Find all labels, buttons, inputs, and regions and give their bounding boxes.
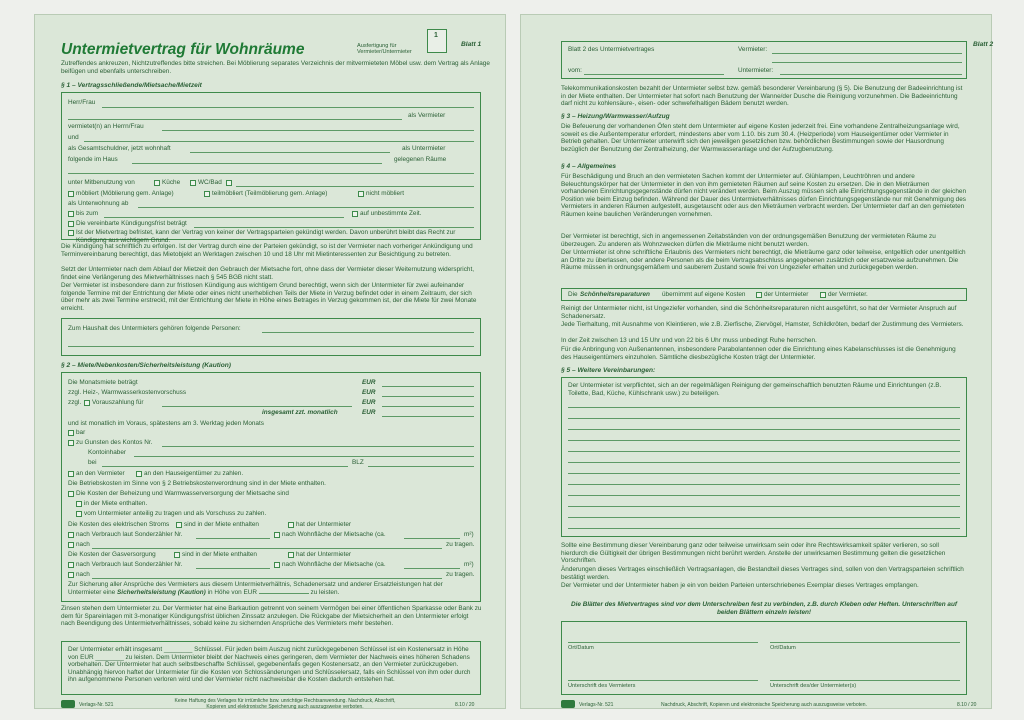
label-strom-m2: m²) — [464, 531, 474, 538]
section-4-p2: Der Vermieter ist berechtigt, sich in angemessenen Zeitabständen von der ordnungsgemäßen Benutzung der vermieteten Räume zu überzeugen. Zu anderen als Wohnzwecken dürfen die Mieträume nicht benutzt werden. — [561, 233, 936, 248]
label-sicherheitsleistung: Sicherheitsleistung (Kaution) — [117, 588, 206, 596]
header-box — [561, 41, 967, 79]
footer-text: Keine Haftung des Verlages für irrtümliche bzw. unrichtige Rechtsanwendung. Nachdruck, Abschrift, Kopieren und elektronische Speicherung auch auszugsweise verboten. — [174, 698, 396, 710]
schoenheit-box — [561, 288, 967, 301]
field-vereinbarung-7[interactable] — [568, 473, 960, 474]
field-vereinbarung-6[interactable] — [568, 462, 960, 463]
checkbox-kueche[interactable] — [154, 180, 160, 186]
para-salvatorisch: Sollte eine Bestimmung dieser Vereinbarung ganz oder teilweise unwirksam sein oder ihre Rechtswirksamkeit später verlieren, so soll hierdurch die Gültigkeit der übrigen Bestimmungen nicht berührt werden. Anstelle der unwirksamen Bestimmung gelten die gesetzlichen Vorschriften. — [561, 542, 946, 565]
checkbox-gas-untermieter[interactable] — [288, 552, 294, 558]
label-an-hauseigentuemer: an den Hauseigentümer zu zahlen. — [144, 470, 244, 477]
label-vermietet: vermietet(n) an Herrn/Frau — [68, 123, 144, 130]
checkbox-befristet[interactable] — [68, 211, 74, 217]
publisher-logo-icon — [61, 700, 75, 708]
label-header-untermieter: Untermieter: — [738, 67, 774, 74]
label-blz: BLZ — [352, 459, 364, 466]
label-schoen-die: Die — [568, 291, 578, 298]
label-strom-zu-tragen: zu tragen. — [446, 541, 475, 548]
section-4-p3: Der Untermieter ist ohne schriftliche Erlaubnis des Vermieters nicht berechtigt, die Mieträume ganz oder teilweise, entgeltlich oder unentgeltlich an Dritte zu überlassen, oder andere Personen als die beim Vertragsabschluss angegebenen zusätzlich oder ersatzweise aufzunehmen. Die Räume müssen in ordnungsgemäßem und sauberem Zustand sowie frei von Ungeziefer erhalten und zurückgegeben werden. — [561, 249, 966, 272]
label-gas-wohnflaeche: nach Wohnfläche der Mietsache (ca. — [282, 561, 386, 568]
field-gas-flaeche[interactable] — [404, 568, 460, 569]
checkbox-unbestimmt[interactable] — [352, 211, 358, 217]
field-vom[interactable] — [584, 74, 724, 75]
footer-date-2: 8.10 / 20 — [957, 702, 977, 708]
document-title: Untermietvertrag für Wohnräume — [61, 41, 305, 58]
label-in-hoehe: in Höhe von EUR — [207, 588, 257, 596]
label-mitbenutzung: unter Mitbenutzung von — [68, 179, 135, 186]
signature-box — [561, 621, 967, 695]
field-ort-datum-untermieter[interactable] — [770, 642, 960, 643]
label-kuendigungsfrist: Die vereinbarte Kündigungsfrist beträgt — [76, 220, 187, 227]
label-insgesamt: insgesamt zzt. monatlich — [262, 409, 338, 416]
field-vermieter-line2[interactable] — [68, 119, 402, 120]
label-gesamtschuldner: als Gesamtschuldner, jetzt wohnhaft — [68, 145, 171, 152]
field-gesamtmiete[interactable] — [382, 416, 474, 417]
publisher-logo-icon-2 — [561, 700, 575, 708]
label-unbestimmt: auf unbestimmte Zeit. — [360, 210, 422, 217]
section-2-title: § 2 – Miete/Nebenkosten/Sicherheitsleistung (Kaution) — [61, 362, 232, 369]
checkbox-strom-untermieter[interactable] — [288, 522, 294, 528]
label-konto: zu Gunsten des Kontos Nr. — [76, 439, 153, 446]
field-vereinbarung-9[interactable] — [568, 495, 960, 496]
label-header-vermieter: Vermieter: — [738, 46, 768, 53]
checkbox-heiz-anteilig[interactable] — [76, 511, 82, 517]
checkbox-gas-in-miete[interactable] — [174, 552, 180, 558]
label-eur-2: EUR — [362, 389, 376, 396]
section-3-title: § 3 – Heizung/Warmwasser/Aufzug — [561, 113, 670, 120]
checkbox-gas-verbrauch[interactable] — [68, 562, 74, 568]
key-box — [61, 641, 481, 695]
footer-verlag: Verlags-Nr. 521 — [79, 702, 114, 708]
label-blatt2: Blatt 2 des Untermietvertrages — [568, 46, 655, 53]
label-teilmoebliert: teilmöbliert (Teilmöblierung gem. Anlage) — [212, 190, 328, 197]
checkbox-gas-nach[interactable] — [68, 572, 74, 578]
label-faelligkeit: und ist monatlich im Voraus, spätestens am 3. Werktag jeden Monats — [68, 420, 264, 427]
field-blz[interactable] — [368, 466, 474, 467]
label-gas-nach: nach — [76, 571, 90, 578]
field-vereinbarung-8[interactable] — [568, 484, 960, 485]
para-fortsetzung: Setzt der Untermieter nach dem Ablauf der Mietzeit den Gebrauch der Mietsache fort, ohne dass der Vermieter dieser Weiternutzung widerspricht, findet eine Verlängerung des Mietverhältnisses nach § 545 BGB nicht statt. — [61, 266, 474, 281]
checkbox-kuendigungsfrist[interactable] — [68, 221, 74, 227]
section-1-box — [61, 92, 481, 244]
label-bis-zum: bis zum — [76, 210, 99, 217]
field-strom-zaehler[interactable] — [196, 538, 270, 539]
field-bank[interactable] — [102, 466, 348, 467]
checkbox-konto[interactable] — [68, 440, 74, 446]
label-gelegenen: gelegenen Räume — [394, 156, 447, 163]
checkbox-gas-wohnflaeche[interactable] — [274, 562, 280, 568]
footer-verlag-2: Verlags-Nr. 521 — [579, 702, 614, 708]
label-wc-bad: WC/Bad — [198, 179, 222, 186]
label-unterschrift-vermieter: Unterschrift des Vermieters — [568, 683, 636, 689]
label-haushalt: Zum Haushalt des Untermieters gehören folgende Personen: — [68, 325, 241, 332]
checkbox-moebliert[interactable] — [68, 191, 74, 197]
field-vorauszahlung-zweck[interactable] — [162, 406, 352, 407]
contract-sheet-2 — [520, 14, 992, 709]
label-moebliert: möbliert (Möblierung gem. Anlage) — [76, 190, 174, 197]
text-schluessel: Der Untermieter erhält insgesamt ________ Schlüssel. Für jeden beim Auszug nicht zurückgegebenen Schlüssel ist ein Kostenersatz in Höhe von EUR ________ zu leisten. Dem Untermieter bleibt der Nachweis eines geringeren, dem Vermieter der Nachweis eines höheren Schadens vorbehalten. Der Untermieter hat auch selbstbeschaffte Schlüssel, gegebenenfalls gegen Kostenersatz, an den Vermieter zurückzugeben. Unabhängig hiervon haftet der Untermieter für die Kosten von Schlossänderungen und Schlüsselersatz, falls ein Schlüssel von ihm oder durch ihn aufgenommene Personen verloren wird und der Vermieter nicht nachweisbar die Kosten dadurch entstehen hat. — [68, 646, 471, 684]
field-unterschrift-untermieter[interactable] — [770, 680, 960, 681]
section-2-box — [61, 372, 481, 602]
field-wohnhaft[interactable] — [190, 152, 390, 153]
label-eur-4: EUR — [362, 409, 376, 416]
label-bar: bar — [76, 429, 86, 436]
footer-text-2: Nachdruck, Abschrift, Kopieren und elektronische Speicherung auch auszugsweise verboten. — [661, 702, 867, 708]
label-strom-in-miete: sind in der Miete enthalten — [184, 521, 259, 528]
section-4-p6: In der Zeit zwischen 13 und 15 Uhr und von 22 bis 6 Uhr muss unbedingt Ruhe herrschen. — [561, 337, 817, 344]
text-befristet: Ist der Mietvertrag befristet, kann der Vertrag von keiner der Vertragsparteien gekündigt werden. Davon unberührt bleibt das Recht zur Kündigung aus wichtigem Grund. — [76, 229, 456, 244]
sheet-label: Blatt 1 — [461, 41, 482, 48]
label-bei: bei — [88, 459, 97, 466]
household-box — [61, 318, 481, 356]
para-kuendigung: Die Kündigung hat schriftlich zu erfolgen. Ist der Vertrag durch eine der Parteien gekündigt, so ist der Vermieter nach vorheriger Ankündigung und Terminvereinbarung berechtigt, das Mietobjekt an Werktagen zwischen 10 und 18 Uhr mit Mietinteressenten zur Besichtigung zu betreten. — [61, 243, 473, 258]
copy-stack-icon: 1 — [427, 29, 447, 53]
field-strom-nach[interactable] — [92, 548, 442, 549]
field-vereinbarung-1[interactable] — [568, 407, 960, 408]
checkbox-strom-wohnflaeche[interactable] — [274, 532, 280, 538]
label-vom: vom: — [568, 67, 582, 74]
checkbox-strom-in-miete[interactable] — [176, 522, 182, 528]
label-heiz-in-miete: in der Miete enthalten. — [84, 500, 148, 507]
section-4-p1: Für Beschädigung und Bruch an den vermieteten Sachen kommt der Untermieter auf. Glühlampen, Leuchtröhren und andere Beleuchtungskörper hat der Untermieter in den von ihm gemieteten Räumen auf seine Kosten zu ersetzen. Die in den Mieträumen vorhandenen Einrichtungsgegenstände dürfen nicht verändert werden. Beim Auszug müssen sich alle Einrichtungsgegenstände in der gleichen Position wie beim Einzug befinden. Während der Dauer des Untermietverhältnisses dürfen Einrichtungsgegenstände nur mit Genehmigung des Vermieters in anderen Räumen aufgestellt, ausgetauscht oder aus den Mieträumen verbracht werden. Der Untermieter darf an den gemieteten Räumen keine baulichen Veränderungen vornehmen. — [561, 173, 966, 218]
label-als-vermieter: als Vermieter — [408, 112, 446, 119]
para-telekom: Telekommunikationskosten bezahlt der Untermieter selbst bzw. gemäß besonderer Vereinbarung (§ 5). Die Benutzung der Badeeinrichtung ist in der Miete enthalten. Der Untermieter hat sofort nach Benutzung der Wanne/der Dusche die Reinigung vorzunehmen. Die Badeeinrichtung darf nicht zu kohlensäure-, eisen- oder schwefelhaltigen Bädern benutzt werden. — [561, 85, 963, 108]
field-vereinbarung-11[interactable] — [568, 517, 960, 518]
copy-note: Ausfertigung für Vermieter/Untermieter — [357, 43, 412, 56]
field-vereinbarung-4[interactable] — [568, 440, 960, 441]
field-untermieter-2[interactable] — [84, 141, 474, 142]
label-gas-in-miete: sind in der Miete enthalten — [182, 551, 257, 558]
label-betriebskosten: Die Betriebskosten im Sinne von § 2 Betriebskostenverordnung sind in der Miete enthalten. — [68, 480, 326, 487]
label-gas-verbrauch: nach Verbrauch laut Sonderzähler Nr. — [76, 561, 183, 568]
label-strom-verbrauch: nach Verbrauch laut Sonderzähler Nr. — [76, 531, 183, 538]
label-schoenheitsreparaturen: Schönheitsreparaturen — [580, 291, 650, 298]
field-monatsmiete[interactable] — [382, 386, 474, 387]
field-gas-nach[interactable] — [92, 578, 442, 579]
field-haushalt-2[interactable] — [68, 346, 474, 347]
field-strom-flaeche[interactable] — [404, 538, 460, 539]
checkbox-heiz-in-miete[interactable] — [76, 501, 82, 507]
checkbox-an-vermieter[interactable] — [68, 471, 74, 477]
field-vereinbarung-2[interactable] — [568, 418, 960, 419]
label-strom-untermieter: hat der Untermieter — [296, 521, 352, 528]
label-kontoinhaber: Kontoinhaber — [88, 449, 127, 456]
section-5-text: Der Untermieter ist verpflichtet, sich an der regelmäßigen Reinigung der gemeinschaftlich benutzten Räume und Einrichtungen (z.B. Toilette, Bad, Küche, Kühlschrank usw.) zu beteiligen. — [568, 382, 942, 397]
label-strom-wohnflaeche: nach Wohnfläche der Mietsache (ca. — [282, 531, 386, 538]
label-eigene-kosten: übernimmt auf eigene Kosten — [662, 291, 746, 298]
sheet-label-2: Blatt 2 — [973, 41, 994, 48]
checkbox-vorauszahlung[interactable] — [84, 400, 90, 406]
section-1-title: § 1 – Vertragsschließende/Mietsache/Mietzeit — [61, 82, 202, 89]
label-ort-datum-1: Ort/Datum — [568, 645, 594, 651]
section-4-title: § 4 – Allgemeines — [561, 163, 617, 170]
field-mietbeginn[interactable] — [138, 207, 474, 208]
field-unterschrift-vermieter[interactable] — [568, 680, 758, 681]
para-aenderungen: Änderungen dieses Vertrages einschließlich Vertragsanlagen, die Bestandteil dieses Vertrages sind, sollen von den Vertragsparteien schriftlich bestätigt werden. — [561, 566, 964, 581]
label-gas-m2: m²) — [464, 561, 474, 568]
field-gas-zaehler[interactable] — [196, 568, 270, 569]
field-vereinbarung-10[interactable] — [568, 506, 960, 507]
field-untermieter-name[interactable] — [162, 130, 474, 131]
para-zinsen: Zinsen stehen dem Untermieter zu. Der Vermieter hat eine Barkaution getrennt von seinem Vermögen bei einer öffentlichen Sparkasse oder Bank zu dem für Spareinlagen mit 3-monatiger Kündigungsfrist üblichen Zinssatz anzulegen. Die Rückgabe der Mietsicherheit an den Untermieter erfolgt nach Beendigung des Untermietverhältnisses, sobald keine zu sichernden Ansprüche des Vermieters mehr bestehen. — [61, 605, 482, 628]
field-kaution[interactable] — [259, 593, 309, 594]
label-folgende: folgende im Haus — [68, 156, 118, 163]
label-schoen-vermieter: der Vermieter. — [828, 291, 868, 298]
checkbox-wc-bad[interactable] — [190, 180, 196, 186]
label-an-vermieter: an den Vermieter — [76, 470, 125, 477]
intro-text: Zutreffendes ankreuzen, Nichtzutreffendes bitte streichen. Bei Möblierung separates Verzeichnis der mitvermieteten Möbel usw. dem Vertrag als Anlage beifügen und ebenfalls unterschreiben. — [61, 60, 490, 75]
field-raeume[interactable] — [68, 173, 474, 174]
label-gas: Die Kosten der Gasversorgung — [68, 551, 156, 558]
section-5-title: § 5 – Weitere Vereinbarungen: — [561, 367, 656, 374]
label-vorauszahlung: Vorauszahlung für — [92, 399, 144, 406]
label-gas-untermieter: hat der Untermieter — [296, 551, 352, 558]
label-eur-3: EUR — [362, 399, 376, 406]
checkbox-mitbenutzung-sonst[interactable] — [226, 180, 232, 186]
field-mitbenutzung[interactable] — [236, 186, 474, 187]
label-strom-nach: nach — [76, 541, 90, 548]
label-zu-leisten: zu leisten. — [310, 588, 340, 596]
contract-sheet-1 — [34, 14, 506, 709]
footer-date: 8.10 / 20 — [455, 702, 475, 708]
section-4-p5: Jede Tierhaltung, mit Ausnahme von Kleintieren, wie z.B. Zierfische, Ziervögel, Hamster, Schildkröten, bedarf der Zustimmung des Vermieters. — [561, 321, 964, 328]
checkbox-schoen-untermieter[interactable] — [756, 292, 762, 298]
field-vereinbarung-3[interactable] — [568, 429, 960, 430]
checkbox-an-hauseigentuemer[interactable] — [136, 471, 142, 477]
field-header-vermieter[interactable] — [772, 53, 962, 54]
label-kueche: Küche — [162, 179, 181, 186]
label-heiz-anteilig: vom Untermieter anteilig zu tragen und als Vorschuss zu zahlen. — [84, 510, 267, 517]
field-header-vermieter-2[interactable] — [772, 62, 962, 63]
label-schoen-untermieter: der Untermieter — [764, 291, 809, 298]
para-fristlos: Der Vermieter ist insbesondere dann zur fristlosen Kündigung aus wichtigem Grund berechtigt, wenn sich der Untermieter für zwei aufeinander folgende Termine mit der Entrichtung der Miete oder eines nicht unerheblichen Teils der Miete in Verzug befindet oder in einem Zeitraum, der sich über mehr als zwei Termine erstreckt, mit der Entrichtung der Miete in Höhe eines Betrages in Verzug gekommen ist, der die Miete für zwei Monate erreicht. — [61, 282, 477, 312]
section-4-p7: Für die Anbringung von Außenantennen, insbesondere Parabolantennen oder die Einrichtung eines Kabelanschlusses ist die Genehmigung des Hauseigentümers einzuholen. Sämtliche diesbezügliche Kosten trägt der Untermieter. — [561, 346, 956, 361]
checkbox-heizkosten[interactable] — [68, 491, 74, 497]
field-kontonummer[interactable] — [162, 446, 474, 447]
label-unterschrift-untermieter: Unterschrift des/der Untermieter(s) — [770, 683, 857, 689]
label-herr-frau: Herr/Frau — [68, 99, 96, 106]
checkbox-bar[interactable] — [68, 430, 74, 436]
para-exemplar: Der Vermieter und der Untermieter haben je ein von beiden Parteien unterschriebenes Exemplar dieses Vertrages empfangen. — [561, 582, 919, 589]
label-monatsmiete: Die Monatsmiete beträgt — [68, 379, 138, 386]
label-heizvorschuss: zzgl. Heiz-, Warmwasserkostenvorschuss — [68, 389, 187, 396]
checkbox-strom-nach[interactable] — [68, 542, 74, 548]
label-heizkosten: Die Kosten der Beheizung und Warmwasserversorgung der Mietsache sind — [76, 490, 289, 497]
field-bis-zum[interactable] — [104, 217, 344, 218]
field-kontoinhaber[interactable] — [134, 456, 474, 457]
field-kuendigungsfrist[interactable] — [194, 227, 474, 228]
section-4-p4: Reinigt der Untermieter nicht, ist Ungeziefer vorhanden, sind die Schönheitsreparaturen nicht ausgeführt, so hat der Vermieter Anspruch auf Schadenersatz. — [561, 305, 957, 320]
text-sicherung — [68, 581, 474, 596]
label-unterwohnung: als Unterwohnung ab — [68, 200, 129, 207]
checkbox-befristung-hinweis[interactable] — [68, 230, 74, 236]
field-vorauszahlung[interactable] — [382, 406, 474, 407]
label-sicherung: Zur Sicherung aller Ansprüche des Vermieters aus diesem Untermietverhältnis, Schadenersatz und anderer Ersatzleistungen hat der Untermieter eine — [68, 581, 443, 596]
checkbox-strom-verbrauch[interactable] — [68, 532, 74, 538]
field-vereinbarung-5[interactable] — [568, 451, 960, 452]
para-hinweis-unterschrift: Die Blätter des Mietvertrages sind vor dem Unterschreiben fest zu verbinden, z.B. durch Kleben oder Heften. Unterschriften auf beiden Blättern einzeln leisten! — [570, 601, 957, 616]
field-heizvorschuss[interactable] — [382, 396, 474, 397]
label-als-untermieter: als Untermieter — [402, 145, 446, 152]
label-eur-1: EUR — [362, 379, 376, 386]
label-zzgl: zzgl. — [68, 399, 82, 406]
label-nicht-moebliert: nicht möbliert — [366, 190, 405, 197]
field-ort-datum-vermieter[interactable] — [568, 642, 758, 643]
field-haushalt-1[interactable] — [262, 332, 474, 333]
section-5-box — [561, 377, 967, 537]
label-gas-zu-tragen: zu tragen. — [446, 571, 475, 578]
field-haus[interactable] — [132, 163, 382, 164]
checkbox-teilmoebliert[interactable] — [204, 191, 210, 197]
field-header-untermieter[interactable] — [780, 74, 962, 75]
field-vereinbarung-12[interactable] — [568, 528, 960, 529]
field-vermieter-name[interactable] — [102, 107, 474, 108]
label-ort-datum-2: Ort/Datum — [770, 645, 796, 651]
checkbox-nicht-moebliert[interactable] — [358, 191, 364, 197]
label-und: und — [68, 134, 79, 141]
label-strom: Die Kosten des elektrischen Stroms — [68, 521, 170, 528]
section-3-text: Die Befeuerung der vorhandenen Öfen steht dem Untermieter auf eigene Kosten jederzeit frei. Eine vorhandene Zentralheizungsanlage wird, soweit es die Außentemperatur erfordert, mindestens aber vom 1.10. bis zum 30.4. (Heizperiode) vom Hauseigentümer oder Vermieter in Betrieb gehalten. Der Untermieter unterwirft sich den jeweiligen gesetzlichen bzw. behördlichen Bestimmungen sowie der Hausordnung bezüglich der Benutzung der Zentralheizung, der Warmwasseranlage und der Aufzugbenutzung. — [561, 123, 960, 153]
checkbox-schoen-vermieter[interactable] — [820, 292, 826, 298]
